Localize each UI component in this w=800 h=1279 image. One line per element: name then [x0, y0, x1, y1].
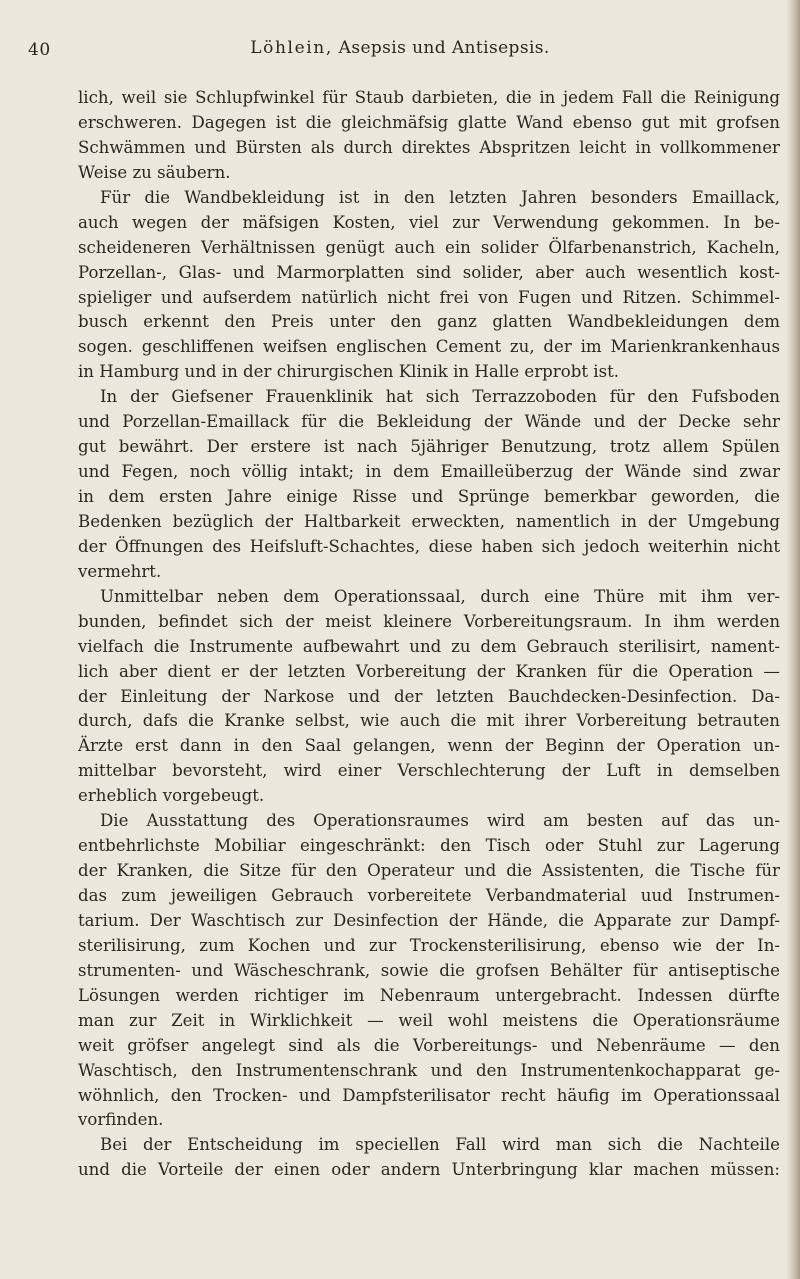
- text-line: man zur Zeit in Wirklichkeit — weil wohl meistens die Operationsräume: [78, 1010, 780, 1030]
- text-line: tarium. Der Waschtisch zur Desinfection der Hände, die Apparate zur Dampf-: [78, 910, 780, 930]
- running-head: [0, 38, 800, 58]
- text-line: Für die Wandbekleidung ist in den letzten Jahren besonders Emaillack,: [100, 187, 780, 207]
- text-line: auch wegen der mäfsigen Kosten, viel zur Verwendung gekommen. In be-: [78, 212, 780, 232]
- text-line: Porzellan-, Glas- und Marmorplatten sind solider, aber auch wesentlich kost-: [78, 262, 780, 282]
- text-line: vorfinden.: [78, 1110, 164, 1130]
- text-line: strumenten- und Wäscheschrank, sowie die grofsen Behälter für antiseptische: [78, 960, 780, 980]
- text-line: in dem ersten Jahre einige Risse und Sprünge bemerkbar geworden, die: [78, 487, 780, 506]
- text-line: sogen. geschliffenen weifsen englischen Cement zu, der im Marienkrankenhaus: [78, 337, 780, 357]
- text-line: In der Giefsener Frauenklinik hat sich Terrazzoboden für den Fufsboden: [100, 387, 780, 407]
- text-line: spieliger und aufserdem natürlich nicht frei von Fugen und Ritzen. Schimmel-: [78, 287, 780, 307]
- text-line: erschweren. Dagegen ist die gleichmäfsig glatte Wand ebenso gut mit grofsen: [78, 112, 780, 132]
- text-line: Ärzte erst dann in den Saal gelangen, wenn der Beginn der Operation un-: [78, 736, 780, 756]
- text-line: lich, weil sie Schlupfwinkel für Staub darbieten, die in jedem Fall die Reinigung: [78, 88, 780, 107]
- text-line: Lösungen werden richtiger im Nebenraum untergebracht. Indessen dürfte: [78, 985, 780, 1005]
- running-head-title: Asepsis und Antisepsis.: [338, 38, 550, 58]
- text-line: und Porzellan-Emaillack für die Bekleidung der Wände und der Decke sehr: [78, 412, 780, 432]
- text-line: erheblich vorgebeugt.: [78, 786, 265, 806]
- page-number: 40: [28, 40, 51, 60]
- text-line: der Kranken, die Sitze für den Operateur und die Assistenten, die Tische für: [78, 861, 780, 881]
- text-line: in Hamburg und in der chirurgischen Klinik in Halle erprobt ist.: [78, 362, 620, 382]
- text-line: und die Vorteile der einen oder andern Unterbringung klar machen müssen:: [78, 1160, 780, 1180]
- text-line: scheideneren Verhältnissen genügt auch ein solider Ölfarbenanstrich, Kacheln,: [78, 237, 780, 257]
- text-line: Bedenken bezüglich der Haltbarkeit erweckten, namentlich in der Umgebung: [78, 511, 780, 531]
- running-head-author: Löhlein,: [250, 38, 333, 58]
- text-line: busch erkennt den Preis unter den ganz glatten Wandbekleidungen dem: [78, 312, 780, 332]
- text-line: weit gröfser angelegt sind als die Vorbereitungs- und Nebenräume — den: [78, 1035, 780, 1055]
- text-line: mittelbar bevorsteht, wird einer Verschlechterung der Luft in demselben: [78, 761, 780, 781]
- text-line: wöhnlich, den Trocken- und Dampfsterilisator recht häufig im Operationssaal: [78, 1085, 780, 1105]
- text-line: durch, dafs die Kranke selbst, wie auch die mit ihrer Vorbereitung betrauten: [78, 711, 780, 731]
- text-line: entbehrlichste Mobiliar eingeschränkt: den Tisch oder Stuhl zur Lagerung: [78, 836, 780, 856]
- text-line: der Einleitung der Narkose und der letzten Bauchdecken-Desinfection. Da-: [78, 686, 780, 706]
- text-line: vermehrt.: [78, 561, 162, 581]
- text-line: Unmittelbar neben dem Operationssaal, durch eine Thüre mit ihm ver-: [100, 586, 780, 606]
- text-line: Die Ausstattung des Operationsraumes wird am besten auf das un-: [100, 811, 780, 831]
- text-line: Bei der Entscheidung im speciellen Fall wird man sich die Nachteile: [100, 1135, 780, 1155]
- text-line: der Öffnungen des Heifsluft-Schachtes, diese haben sich jedoch weiterhin nicht: [78, 536, 780, 556]
- text-line: das zum jeweiligen Gebrauch vorbereitete Verbandmaterial uud Instrumen-: [78, 886, 780, 905]
- text-line: Weise zu säubern.: [78, 162, 231, 182]
- text-line: lich aber dient er der letzten Vorbereitung der Kranken für die Operation —: [78, 661, 780, 681]
- text-line: bunden, befindet sich der meist kleinere Vorbereitungsraum. In ihm werden: [78, 611, 780, 631]
- body-text: [78, 86, 780, 1183]
- text-line: Waschtisch, den Instrumentenschrank und den Instrumentenkochapparat ge-: [78, 1060, 780, 1080]
- page-edge-shadow: [786, 0, 800, 1279]
- text-line: sterilisirung, zum Kochen und zur Trockensterilisirung, ebenso wie der In-: [78, 935, 780, 955]
- text-line: und Fegen, noch völlig intakt; in dem Emailleüberzug der Wände sind zwar: [78, 462, 780, 482]
- text-line: Schwämmen und Bürsten als durch direktes Abspritzen leicht in vollkommener: [78, 137, 780, 157]
- text-line: vielfach die Instrumente aufbewahrt und zu dem Gebrauch sterilisirt, nament-: [78, 636, 780, 656]
- text-line: gut bewährt. Der erstere ist nach 5jähriger Benutzung, trotz allem Spülen: [78, 437, 780, 457]
